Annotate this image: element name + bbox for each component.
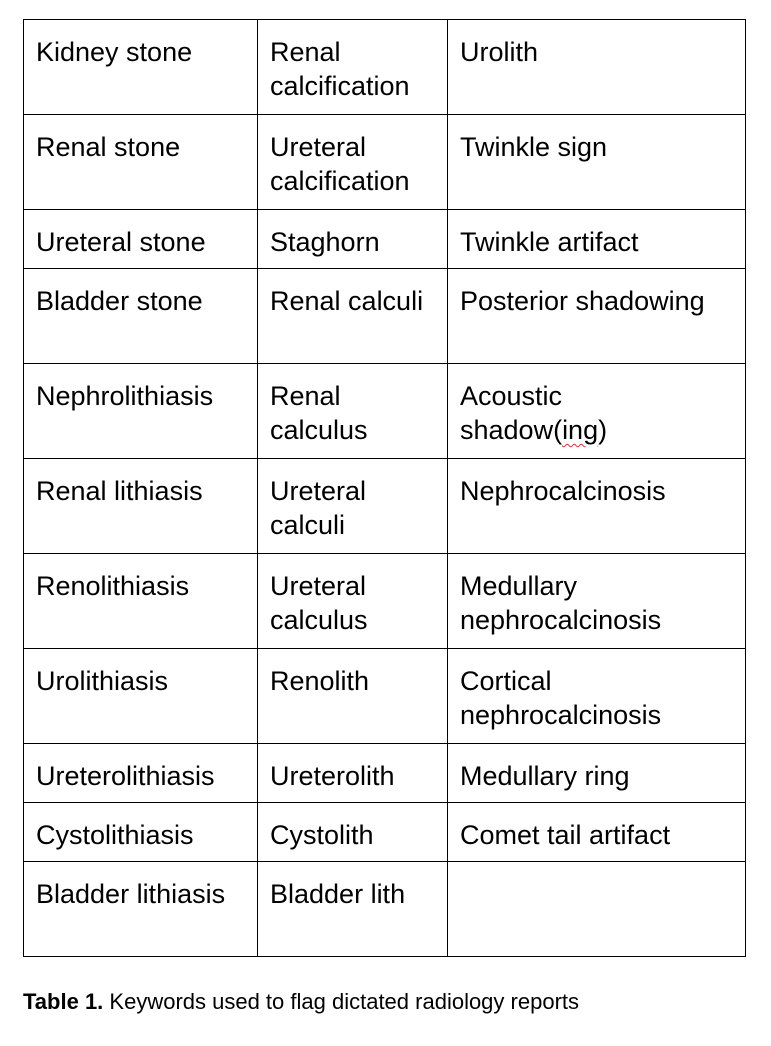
- table-row: [24, 269, 746, 364]
- table-cell: Cystolith: [258, 803, 448, 862]
- table-row: [24, 115, 746, 210]
- table-row: [24, 364, 746, 459]
- table-cell: Cortical nephrocalcinosis: [448, 649, 746, 744]
- table-cell: Kidney stone: [24, 20, 258, 115]
- table-cell: Posterior shadowing: [448, 269, 746, 364]
- table-cell: Cystolithiasis: [24, 803, 258, 862]
- table-cell: Staghorn: [258, 210, 448, 269]
- table-cell: Renolith: [258, 649, 448, 744]
- table-cell: Acoustic shadow(ing): [448, 364, 746, 459]
- table-cell: Renal calculi: [258, 269, 448, 364]
- table-cell: Medullary nephrocalcinosis: [448, 554, 746, 649]
- table-cell: Ureterolith: [258, 744, 448, 803]
- table-cell: Twinkle sign: [448, 115, 746, 210]
- table-cell: Ureterolithiasis: [24, 744, 258, 803]
- table-cell: Medullary ring: [448, 744, 746, 803]
- table-cell: [448, 862, 746, 957]
- table-cell: Ureteral calcification: [258, 115, 448, 210]
- table-caption: [23, 988, 579, 1016]
- table-cell: Bladder lithiasis: [24, 862, 258, 957]
- table-row: [24, 649, 746, 744]
- table-cell: Urolith: [448, 20, 746, 115]
- table-cell: Renal lithiasis: [24, 459, 258, 554]
- table-row: [24, 459, 746, 554]
- table-cell: Comet tail artifact: [448, 803, 746, 862]
- caption-label: Table 1.: [23, 989, 104, 1014]
- table-cell: Nephrocalcinosis: [448, 459, 746, 554]
- table-cell: Ureteral stone: [24, 210, 258, 269]
- table-cell: Twinkle artifact: [448, 210, 746, 269]
- table-cell: Ureteral calculus: [258, 554, 448, 649]
- table-cell: Ureteral calculi: [258, 459, 448, 554]
- table-cell: Renal calcification: [258, 20, 448, 115]
- table-cell: Bladder lith: [258, 862, 448, 957]
- table-cell: Bladder stone: [24, 269, 258, 364]
- table-row: [24, 20, 746, 115]
- spellcheck-underline: ing: [562, 415, 599, 445]
- table-cell: Renal calculus: [258, 364, 448, 459]
- table-row: [24, 862, 746, 957]
- table-cell: Renal stone: [24, 115, 258, 210]
- table-cell: Nephrolithiasis: [24, 364, 258, 459]
- keywords-table: [23, 19, 746, 957]
- table-cell: Urolithiasis: [24, 649, 258, 744]
- caption-text: Keywords used to flag dictated radiology reports: [103, 989, 580, 1014]
- table-row: [24, 744, 746, 803]
- table-row: [24, 554, 746, 649]
- table-cell: Renolithiasis: [24, 554, 258, 649]
- table-row: [24, 210, 746, 269]
- table-row: [24, 803, 746, 862]
